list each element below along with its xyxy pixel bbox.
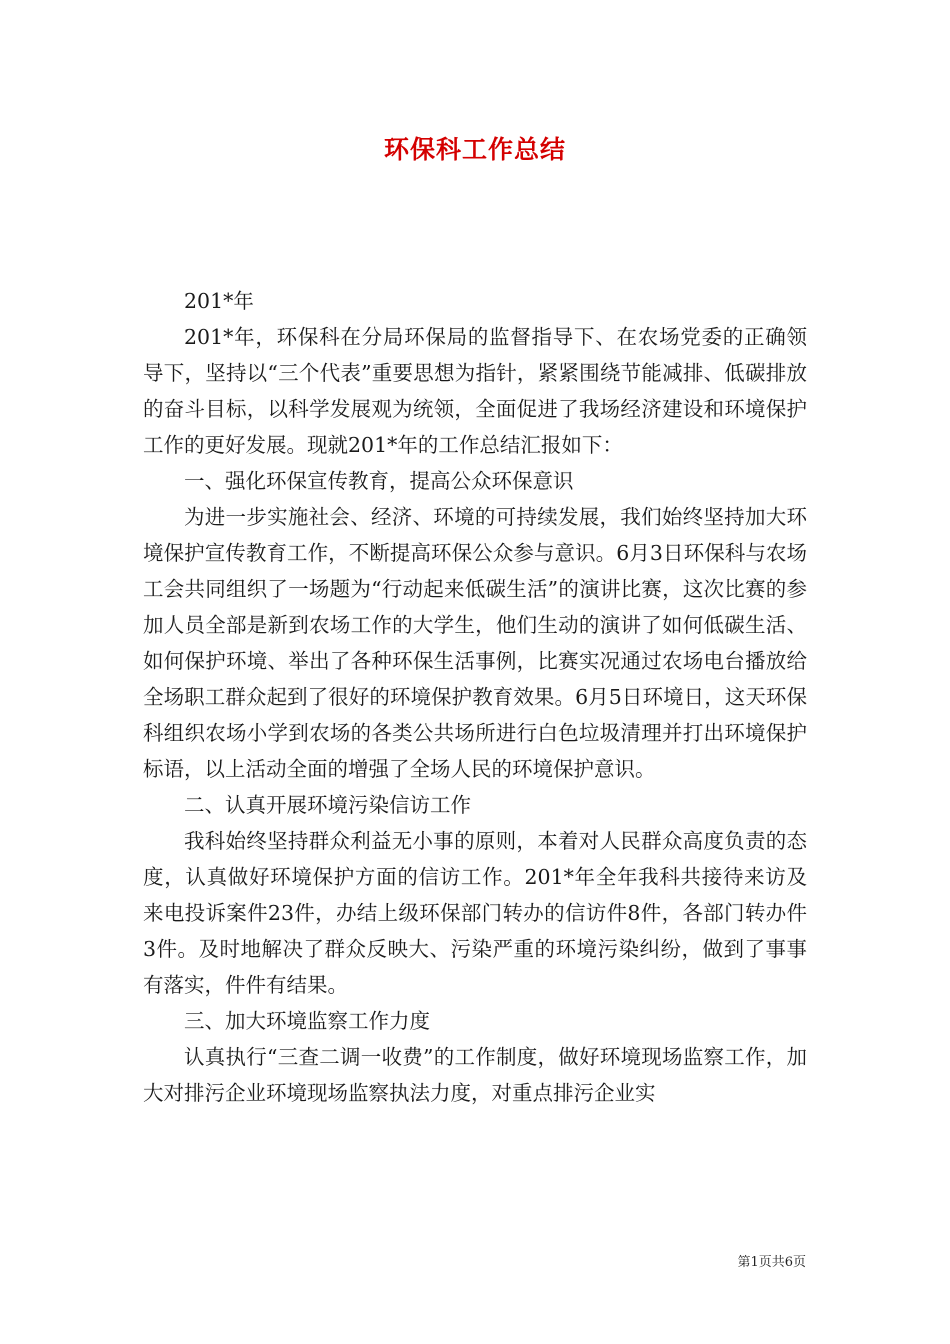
section-heading-2: 二、认真开展环境污染信访工作 (184, 793, 471, 817)
paragraph-section-1: 为进一步实施社会、经济、环境的可持续发展，我们始终坚持加大环境保护宣传教育工作，不断提高环保公众参与意识。6月3日环保科与农场工会共同组织了一场题为“行动起来低碳生活”的演讲比赛，这次比赛的参加人员全部是新到农场工作的大学生，他们生动的演讲了如何低碳生活、如何保护环境、举出了各种环保生活事例，比赛实况通过农场电台播放给全场职工群众起到了很好的环境保护教育效果。6月5日环境日，这天环保科组织农场小学到农场的各类公共场所进行白色垃圾清理并打出环境保护标语，以上活动全面的增强了全场人民的环境保护意识。 (143, 505, 807, 781)
paragraph-intro: 201*年，环保科在分局环保局的监督指导下、在农场党委的正确领导下，坚持以“三个代表”重要思想为指针，紧紧围绕节能减排、低碳排放的奋斗目标，以科学发展观为统领，全面促进了我场经济建设和环境保护工作的更好发展。现就201*年的工作总结汇报如下： (143, 325, 807, 457)
section-heading-3: 三、加大环境监察工作力度 (184, 1009, 430, 1033)
paragraph-year: 201*年 (184, 289, 254, 313)
document-title: 环保科工作总结 (383, 135, 566, 164)
paragraph-section-3: 认真执行“三查二调一收费”的工作制度，做好环境现场监察工作，加大对排污企业环境现场监察执法力度，对重点排污企业实 (143, 1045, 807, 1105)
page-number: 第1页共6页 (737, 1255, 806, 1270)
section-heading-1: 一、强化环保宣传教育，提高公众环保意识 (184, 469, 574, 493)
document-body (143, 283, 807, 1111)
paragraph-section-2: 我科始终坚持群众利益无小事的原则，本着对人民群众高度负责的态度，认真做好环境保护方面的信访工作。201*年全年我科共接待来访及来电投诉案件23件，办结上级环保部门转办的信访件8件，各部门转办件3件。及时地解决了群众反映大、污染严重的环境污染纠纷，做到了事事有落实，件件有结果。 (143, 829, 807, 997)
